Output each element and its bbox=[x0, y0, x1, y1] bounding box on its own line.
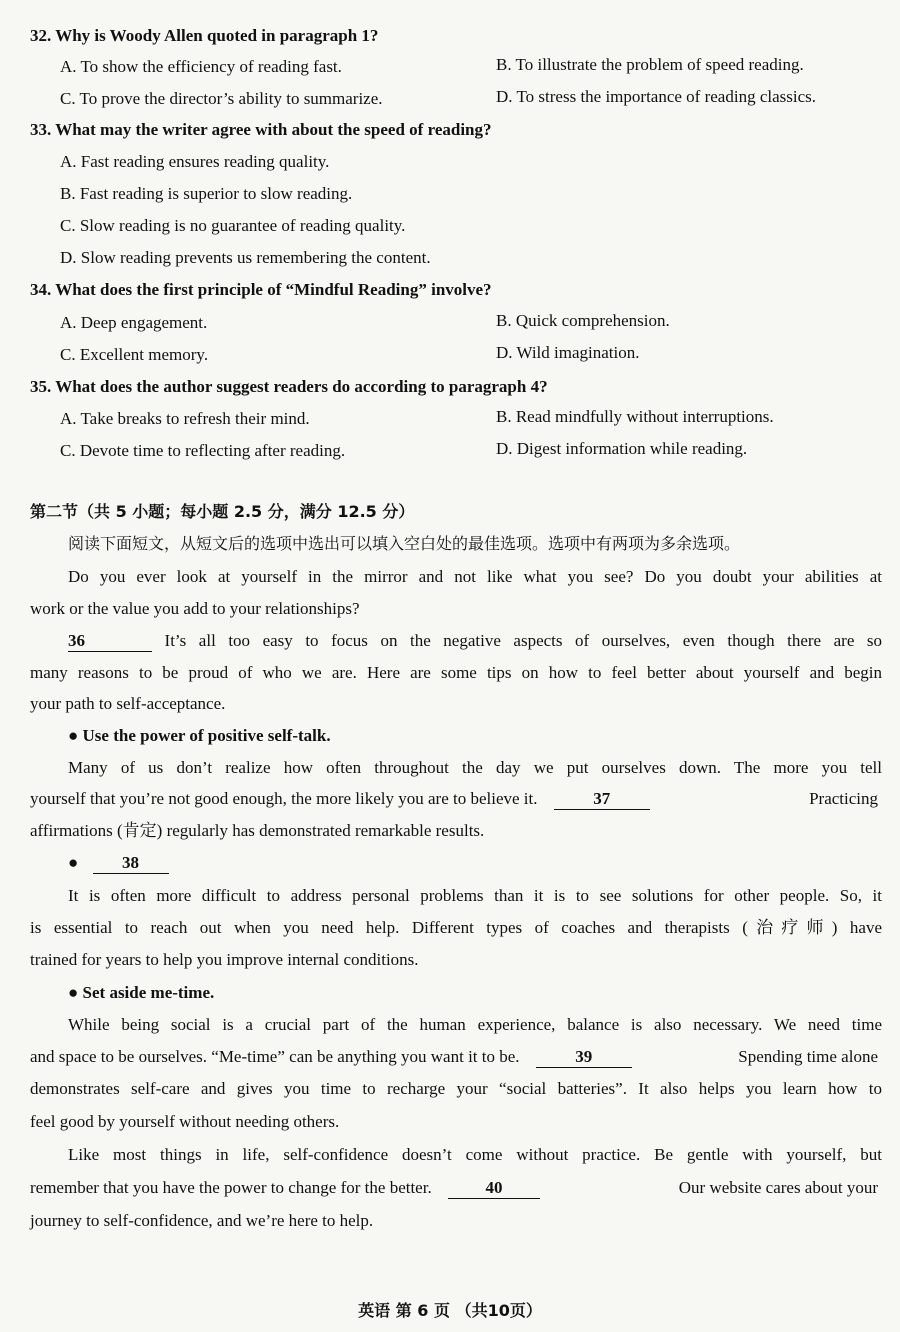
option: C. Excellent memory. bbox=[60, 345, 209, 364]
passage-line: trained for years to help you improve internal conditions. bbox=[30, 950, 419, 969]
question-stem: 32. Why is Woody Allen quoted in paragraph 1? bbox=[30, 26, 379, 45]
option: D. To stress the importance of reading classics. bbox=[496, 87, 816, 106]
passage-line: It is often more difficult to address personal problems than it is to see solutions for other people. So, it bbox=[68, 886, 882, 905]
passage-line: your path to self-acceptance. bbox=[30, 694, 226, 713]
bullet-icon: ● bbox=[68, 853, 79, 872]
option: C. Slow reading is no guarantee of reading quality. bbox=[60, 216, 406, 235]
tip-heading bbox=[68, 851, 882, 875]
tip-heading: ● Set aside me-time. bbox=[68, 983, 215, 1002]
blank-37[interactable]: 37 bbox=[554, 789, 650, 810]
page-footer: 英语 第 6 页 （共10页） bbox=[358, 1301, 542, 1320]
option: B. Quick comprehension. bbox=[496, 311, 670, 330]
option: A. Deep engagement. bbox=[60, 313, 208, 332]
option: C. To prove the director’s ability to summarize. bbox=[60, 89, 383, 108]
option: D. Slow reading prevents us remembering the content. bbox=[60, 248, 431, 267]
tip-heading: ● Use the power of positive self-talk. bbox=[68, 726, 331, 745]
question-stem: 33. What may the writer agree with about the speed of reading? bbox=[30, 120, 492, 139]
blank-40[interactable]: 40 bbox=[448, 1178, 540, 1199]
bullet-icon: ● bbox=[68, 726, 83, 745]
passage-line: Like most things in life, self-confidence doesn’t come without practice. Be gentle with yourself, but bbox=[68, 1145, 882, 1164]
passage-line: Do you ever look at yourself in the mirror and not like what you see? Do you doubt your abilities at bbox=[68, 567, 882, 586]
passage-line: remember that you have the power to change for the better. 40 Our website cares about your bbox=[30, 1178, 878, 1197]
option: C. Devote time to reflecting after reading. bbox=[60, 441, 346, 460]
option: A. To show the efficiency of reading fast. bbox=[60, 57, 342, 76]
passage-line: is essential to reach out when you need help. Different types of coaches and therapists (治疗师) have bbox=[30, 918, 882, 937]
section-heading: 第二节（共 5 小题；每小题 2.5 分，满分 12.5 分） bbox=[30, 502, 415, 521]
option: A. Fast reading ensures reading quality. bbox=[60, 152, 330, 171]
passage-line: While being social is a crucial part of the human experience, balance is also necessary. We need time bbox=[68, 1015, 882, 1034]
option: D. Wild imagination. bbox=[496, 343, 640, 362]
option: D. Digest information while reading. bbox=[496, 439, 748, 458]
option: A. Take breaks to refresh their mind. bbox=[60, 409, 310, 428]
section-instruction: 阅读下面短文，从短文后的选项中选出可以填入空白处的最佳选项。选项中有两项为多余选项。 bbox=[68, 534, 741, 553]
passage-line: work or the value you add to your relationships? bbox=[30, 599, 360, 618]
option: B. To illustrate the problem of speed reading. bbox=[496, 55, 804, 74]
question-stem: 35. What does the author suggest readers do according to paragraph 4? bbox=[30, 377, 548, 396]
passage-line: and space to be ourselves. “Me-time” can be anything you want it to be. 39 Spending time alone bbox=[30, 1047, 878, 1066]
blank-36[interactable]: 36 bbox=[68, 631, 152, 652]
passage-line: affirmations (肯定) regularly has demonstrated remarkable results. bbox=[30, 821, 485, 840]
passage-line: 36 It’s all too easy to focus on the negative aspects of ourselves, even though there are so bbox=[68, 631, 883, 650]
passage-line: many reasons to be proud of who we are. Here are some tips on how to feel better about yourself and begin bbox=[30, 663, 882, 682]
passage-line: demonstrates self-care and gives you time to recharge your “social batteries”. It also helps you learn how to bbox=[30, 1079, 882, 1098]
blank-38[interactable]: 38 bbox=[93, 853, 169, 874]
question-stem: 34. What does the first principle of “Mindful Reading” involve? bbox=[30, 280, 492, 299]
passage-line: feel good by yourself without needing others. bbox=[30, 1112, 340, 1131]
passage-line: Many of us don’t realize how often throughout the day we put ourselves down. The more you tell bbox=[68, 758, 882, 777]
bullet-icon: ● bbox=[68, 983, 83, 1002]
option: B. Fast reading is superior to slow reading. bbox=[60, 184, 353, 203]
blank-39[interactable]: 39 bbox=[536, 1047, 632, 1068]
option: B. Read mindfully without interruptions. bbox=[496, 407, 774, 426]
passage-line: journey to self-confidence, and we’re here to help. bbox=[30, 1211, 374, 1230]
passage-line: yourself that you’re not good enough, the more likely you are to believe it. 37 Practicing bbox=[30, 789, 878, 808]
